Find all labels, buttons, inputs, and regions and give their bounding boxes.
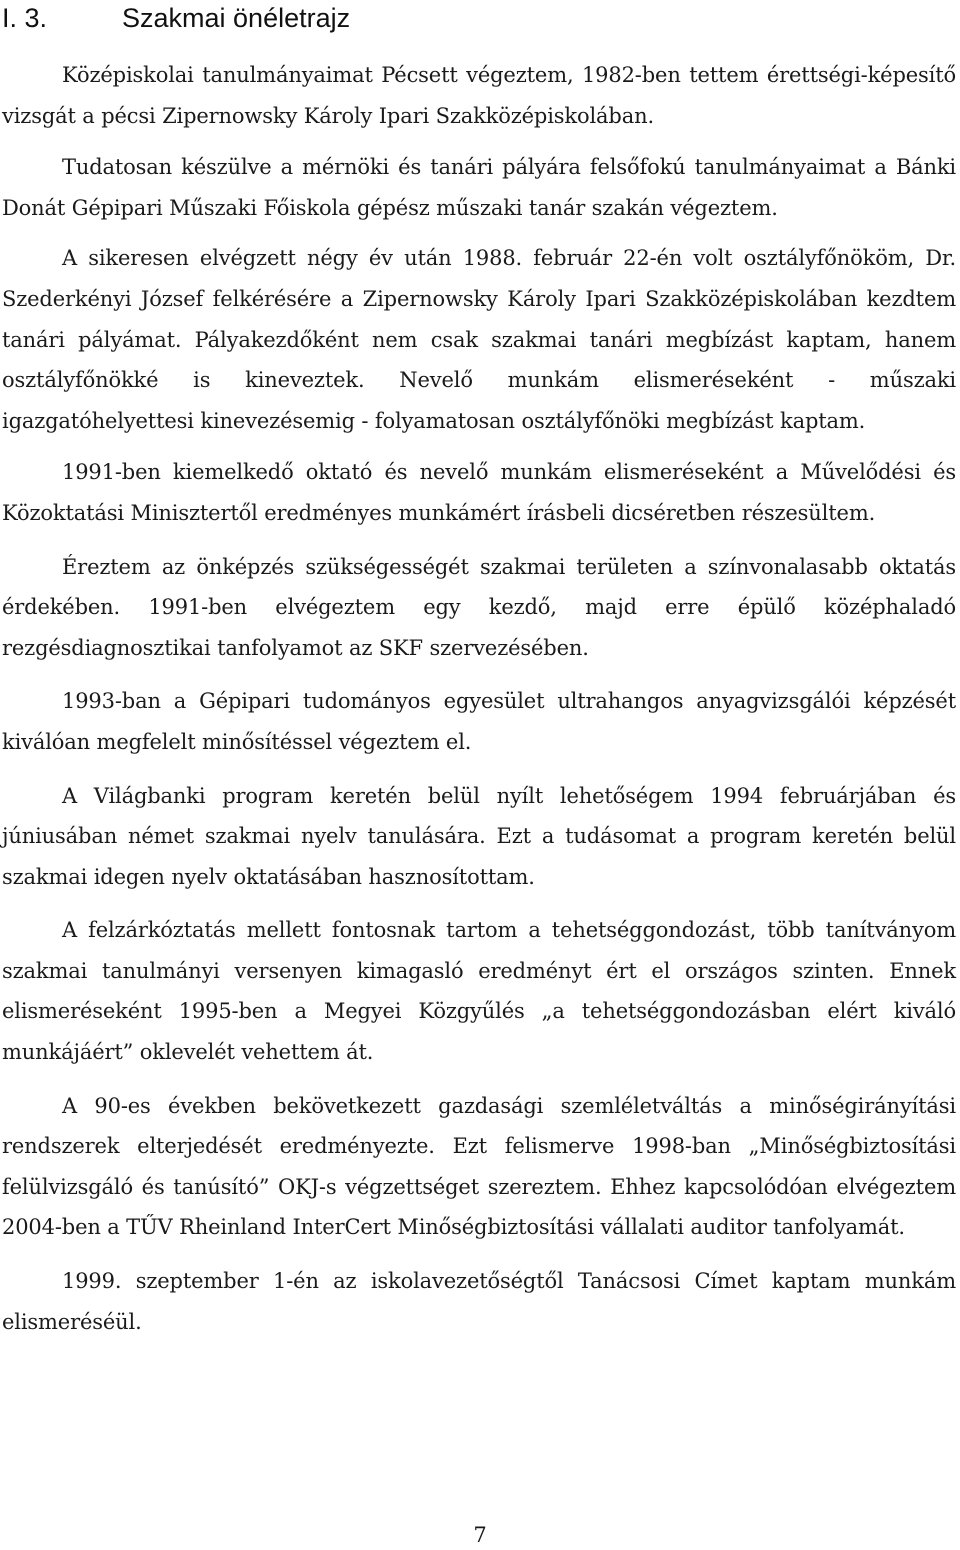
paragraph: Tudatosan készülve a mérnöki és tanári pályára felsőfokú tanulmányaimat a Bánki Donát Gépipari Műszaki Főiskola gépész műszaki tanár szakán végeztem. [2, 155, 956, 220]
paragraph: A Világbanki program keretén belül nyílt lehetőségem 1994 februárjában és júniusában német szakmai nyelv tanulására. Ezt a tudásomat a program keretén belül szakmai idegen nyelv oktatásában hasznosítottam. [2, 783, 956, 889]
paragraph: 1993-ban a Gépipari tudományos egyesület ultrahangos anyagvizsgálói képzését kiválóan megfelelt minősítéssel végeztem el. [2, 689, 956, 754]
paragraph: 1991-ben kiemelkedő oktató és nevelő munkám elismeréseként a Művelődési és Közoktatási Minisztertől eredményes munkámért írásbeli dicséretben részesültem. [2, 460, 956, 525]
page-number: 7 [473, 1523, 487, 1547]
paragraph: 1999. szeptember 1-én az iskolavezetőségtől Tanácsosi Címet kaptam munkám elismeréséül. [2, 1269, 956, 1334]
body-text [2, 55, 956, 1355]
paragraph: Középiskolai tanulmányaimat Pécsett végeztem, 1982-ben tettem érettségi-képesítő vizsgát a pécsi Zipernowsky Károly Ipari Szakközépiskolában. [2, 63, 956, 128]
paragraph: A 90-es években bekövetkezett gazdasági szemléletváltás a minőségirányítási rendszerek elterjedését eredményezte. Ezt felismerve 1998-ban „Minőségbiztosítási felülvizsgáló és tanúsító” OKJ-s végzettséget szereztem. Ehhez kapcsolódóan elvégeztem 2004-ben a TŰV Rheinland InterCert Minőségbiztosítási vállalati auditor tanfolyamát. [2, 1093, 956, 1240]
section-title: Szakmai önéletrajz [122, 3, 351, 33]
section-number: I. 3. [2, 3, 48, 33]
paragraph: A sikeresen elvégzett négy év után 1988. február 22-én volt osztályfőnököm, Dr. Szederkényi József felkérésére a Zipernowsky Károly Ipari Szakközépiskolában kezdtem tanári pályámat. Pályakezdőként nem csak szakmai tanári megbízást kaptam, hanem osztályfőnökké is kineveztek. Nevelő munkám elismeréseként - műszaki igazgatóhelyettesi kinevezésemig - folyamatosan osztályfőnöki megbízást kaptam. [2, 246, 956, 433]
paragraph: A felzárkóztatás mellett fontosnak tartom a tehetséggondozást, több tanítványom szakmai tanulmányi versenyen kimagasló eredményt ért el országos szinten. Ennek elismeréseként 1995-ben a Megyei Közgyűlés „a tehetséggondozásban elért kiváló munkájáért” oklevelét vehettem át. [2, 918, 956, 1065]
paragraph: Éreztem az önképzés szükségességét szakmai területen a színvonalasabb oktatás érdekében. 1991-ben elvégeztem egy kezdő, majd erre épülő középhaladó rezgésdiagnosztikai tanfolyamot az SKF szervezésében. [2, 554, 956, 660]
section-heading [2, 0, 350, 36]
